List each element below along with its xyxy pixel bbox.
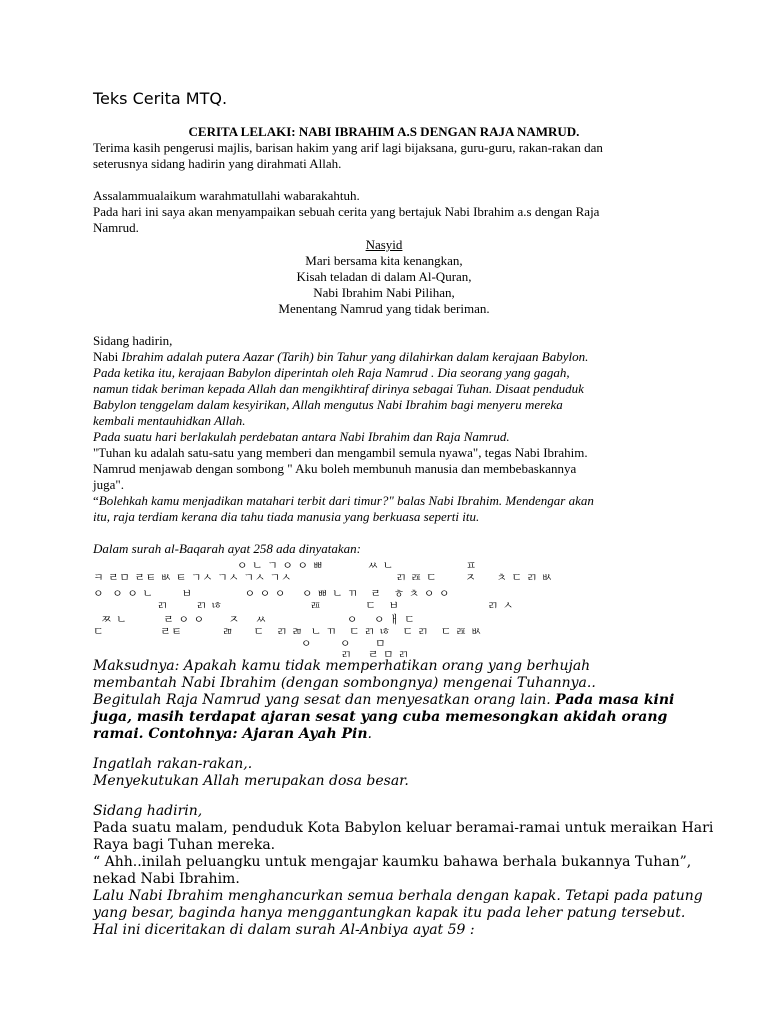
para1-prefix: Nabi — [93, 349, 122, 364]
sidang-hadirin: Sidang hadirin, — [93, 333, 173, 348]
dialog-line: itu, raja terdiam kerana dia tahu tiada manusia yang berkuasa seperti itu. — [93, 509, 480, 524]
paragraph-line: Lalu Nabi Ibrahim menghancurkan semua berhala dengan kapak. Tetapi pada patung — [93, 888, 703, 904]
paragraph-line: Hal ini diceritakan di dalam surah Al-Anbiya ayat 59 : — [93, 922, 475, 938]
ayat-glyph-row: ㅇ ㄴ ㄱ ㅇ ㅇ ㅃ ㅆ ㄴ ㅍ — [93, 559, 477, 572]
open-quote: “ — [93, 493, 99, 508]
dialog-line: Namrud menjawab dengan sombong " Aku boleh membunuh manusia dan membebaskannya — [93, 461, 577, 476]
ayat-glyph-row: ㄺ ㄹ ㅁ ㄺ — [93, 648, 410, 661]
story-heading: CERITA LELAKI: NABI IBRAHIM A.S DENGAN RAJA NAMRUD. — [188, 124, 580, 139]
dialog2-first: Bolehkah kamu menjadikan matahari terbit dari timur?" balas Nabi Ibrahim. Mendengar akan — [98, 493, 594, 508]
reminder-line: Menyekutukan Allah merupakan dosa besar. — [93, 773, 409, 789]
translation-line: Maksudnya: Apakah kamu tidak memperhatikan orang yang berhujah — [93, 658, 591, 674]
ayat-glyph-row: ㅉ ㄴ ㄹ ㅇ ㅇ ㅈ ㅆ ㅇ ㅇ ㅐ ㄷ — [93, 613, 416, 626]
document-title: Teks Cerita MTQ. — [93, 89, 228, 108]
ayat-glyph-row: ㄷ ㄹㅌ ㄻ ㄷ ㄺ ㄻ ㄴ ㄲ ㄷ ㄺ ㄶ ㄷ ㄺ ㄷ ㄿ ㅄ — [93, 625, 482, 638]
nasyid-line: Mari bersama kita kenangkan, — [305, 253, 463, 268]
bold-tail: . — [367, 726, 372, 742]
ayat-glyph-row: ㅇ ㅇ ㅇ ㄴ ㅂ ㅇ ㅇ ㅇ ㅇ ㅃ ㄴ ㄲ ㄹ ㅎ ㅊ ㅇ ㅇ — [93, 587, 450, 600]
begitulah-plain: Begitulah Raja Namrud yang sesat dan menyesatkan orang lain. — [93, 692, 556, 708]
surah-intro: Dalam surah al-Baqarah ayat 258 ada dinyatakan: — [93, 541, 361, 556]
ayat-glyph-row: ㅋ ㄹㅁ ㄹㅌ ㅄ ㅌ ㄱㅅ ㄱㅅ ㄱㅅ ㄱㅅ ㄺ ㄿ ㄷ ㅈ ㅊ ㄷ ㄺ ㅄ — [93, 571, 553, 584]
bold-line: juga, masih terdapat ajaran sesat yang cuba memesongkan akidah orang — [93, 709, 668, 725]
ayat-glyph-row: ㅇ ㅇ ㅁ — [93, 637, 387, 650]
translation-line: membantah Nabi Ibrahim (dengan sombongnya) mengenai Tuhannya.. — [93, 675, 596, 691]
sidang-hadirin: Sidang hadirin, — [93, 803, 203, 819]
nasyid-line: Nabi Ibrahim Nabi Pilihan, — [313, 285, 455, 300]
para1-first-rest: Ibrahim adalah putera Aazar (Tarih) bin Tahur yang dilahirkan dalam kerajaan Babylon. — [121, 349, 589, 364]
intro-line: seterusnya sidang hadirin yang dirahmati Allah. — [93, 156, 342, 171]
nasyid-line: Kisah teladan di dalam Al-Quran, — [296, 269, 472, 284]
reminder-line: Ingatlah rakan-rakan,. — [93, 756, 253, 772]
bold-line: ramai. Contohnya: Ajaran Ayah Pin — [93, 726, 368, 742]
begitulah-bold: Pada masa kini — [555, 692, 675, 708]
paragraph-line: kembali mentauhidkan Allah. — [93, 413, 246, 428]
paragraph-line — [93, 349, 588, 365]
dialog-line: juga". — [93, 477, 124, 492]
quote-line: “ Ahh..inilah peluangku untuk mengajar kaumku bahawa berhala bukannya Tuhan”, — [93, 854, 692, 870]
bold-line-wrap — [93, 726, 372, 742]
nasyid-title: Nasyid — [365, 237, 403, 252]
paragraph-line: Pada ketika itu, kerajaan Babylon diperintah oleh Raja Namrud . Dia seorang yang gagah, — [93, 365, 570, 380]
paragraph-line: Raya bagi Tuhan mereka. — [93, 837, 276, 853]
paragraph-line: namun tidak beriman kepada Allah dan mengikhtiraf dirinya sebagai Tuhan. Disaat penduduk — [93, 381, 584, 396]
ayat-glyph-row: ㄺ ㄺ ㄶ ㄿ ㄷ ㅂ ㄺ ㅅ — [93, 599, 514, 612]
quote-line: nekad Nabi Ibrahim. — [93, 871, 240, 887]
opening-line: Namrud. — [93, 220, 139, 235]
paragraph-line: Pada suatu malam, penduduk Kota Babylon keluar beramai-ramai untuk meraikan Hari — [93, 820, 714, 836]
dialog-line: "Tuhan ku adalah satu-satu yang memberi dan mengambil semula nyawa", tegas Nabi Ibrahim. — [93, 445, 588, 460]
intro-line: Terima kasih pengerusi majlis, barisan hakim yang arif lagi bijaksana, guru-guru, rakan-rakan dan — [93, 140, 603, 155]
paragraph-line: Pada suatu hari berlakulah perdebatan antara Nabi Ibrahim dan Raja Namrud. — [93, 429, 510, 444]
opening-line: Pada hari ini saya akan menyampaikan sebuah cerita yang bertajuk Nabi Ibrahim a.s dengan Raja — [93, 204, 600, 219]
paragraph-line — [93, 692, 674, 708]
dialog-line — [93, 493, 594, 509]
nasyid-line: Menentang Namrud yang tidak beriman. — [278, 301, 490, 316]
paragraph-line: Babylon tenggelam dalam kesyirikan, Allah mengutus Nabi Ibrahim bagi menyeru mereka — [93, 397, 563, 412]
paragraph-line: yang besar, baginda hanya menggantungkan kapak itu pada leher patung tersebut. — [93, 905, 686, 921]
salam-line: Assalammualaikum warahmatullahi wabarakahtuh. — [93, 188, 360, 203]
